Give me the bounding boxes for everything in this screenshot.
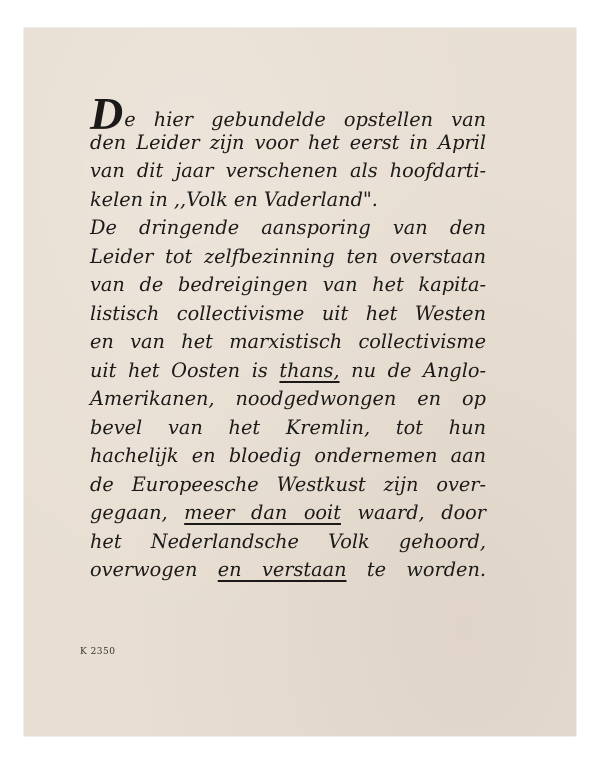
print-code: K 2350 [80,647,116,657]
underlined-text: en verstaan [217,558,347,581]
line-text: kelen in ,,Volk en Vaderland". [90,187,378,211]
line-text: bevel van het Kremlin, tot hun [90,415,486,439]
text-line [90,157,486,186]
text-line [90,300,486,329]
line-text: Leider tot zelfbezinning ten overstaan [90,244,486,268]
line-text: waard, door [340,501,487,524]
line-text: en van het marxistisch collectivisme [90,330,486,353]
line-text: uit het Oosten is [90,358,280,382]
text-line [90,357,486,386]
text-line [90,528,486,557]
line-text: overwogen [90,558,218,581]
text-line [90,328,486,357]
line-text: gegaan, [90,501,185,524]
line-text: het Nederlandsche Volk gehoord, [90,529,486,553]
line-text: te worden. [346,558,486,581]
text-line [90,414,486,443]
line-text: Amerikanen, noodgedwongen en op [90,387,486,410]
underlined-text: meer dan ooit [184,501,341,524]
text-line [90,243,486,272]
text-line [90,214,486,243]
text-line [90,471,486,500]
text-line [90,271,486,300]
text-line [90,499,486,528]
text-line [90,556,486,585]
text-line [90,88,486,139]
text-line [90,385,486,414]
underlined-text: thans, [279,358,340,382]
drop-cap-letter: D [90,88,124,139]
text-line [90,186,486,215]
line-text: e hier gebundelde opstellen van [124,108,486,131]
line-text: hachelijk en bloedig ondernemen aan [90,444,486,467]
line-text: van de bedreigingen van het kapita- [90,273,486,296]
line-text: den Leider zijn voor het eerst in April [90,130,486,154]
line-text: listisch collectivisme uit het Westen [90,301,486,325]
line-text: de Europeesche Westkust zijn over- [90,472,486,496]
text-line [90,129,486,158]
body-text [90,88,487,585]
line-text: van dit jaar verschenen als hoofdarti- [90,159,486,182]
line-text: De dringende aansporing van den [90,216,486,239]
text-line [90,442,486,471]
line-text: nu de Anglo- [339,358,487,382]
